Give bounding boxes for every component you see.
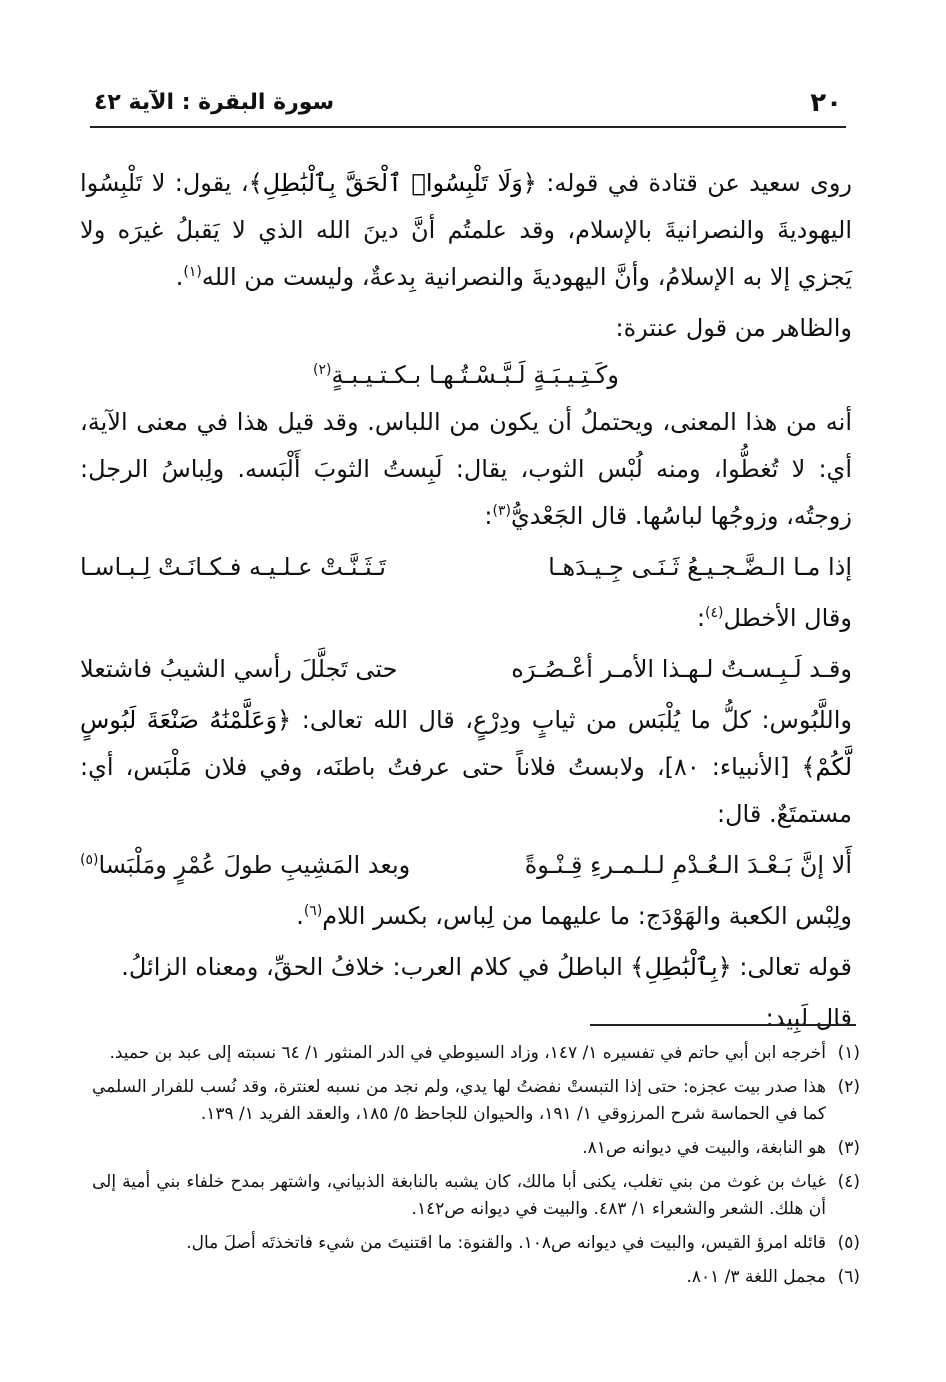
running-title: سورة البقرة : الآية ٤٢ (94, 90, 335, 115)
verse-akhtal (80, 646, 852, 693)
verse-first-hemistich: وقـد لَـبِـسـتُ لـهـذا الأمـر أعْـصُـرَه (511, 655, 852, 683)
paragraph-antara-intro: والظاهر من قول عنترة: (615, 314, 852, 342)
footnote-divider (590, 1024, 856, 1026)
footnote-number: (٤) (837, 1172, 860, 1192)
paragraph-labid: قال لَبِيد: (765, 1004, 852, 1032)
footnote (92, 1230, 860, 1257)
verse-second-hemistich: حتى تَجلَّلَ رأسي الشيبُ فاشتعلا (80, 655, 398, 683)
footnote (92, 1074, 860, 1128)
footnote (92, 1169, 860, 1223)
main-text (80, 160, 852, 1042)
footnote-number: (٢) (837, 1077, 860, 1097)
paragraph-batil: قوله تعالى: ﴿بِٱلْبَٰطِلِ﴾ الباطلُ في كلام العرب: خلافُ الحقِّ، ومعناه الزائلُ. (121, 953, 852, 981)
footnote-text: أخرجه ابن أبي حاتم في تفسيره ١/ ١٤٧، وزاد السيوطي في الدر المنثور ١/ ٦٤ نسبته إلى عبد بن حميد. (109, 1043, 826, 1063)
paragraph-libas: أنه من هذا المعنى، ويحتملُ أن يكون من اللباس. وقد قيل هذا في معنى الآية، أي: لا تُغطُّوا، ومنه لُبْس الثوب، يقال: لَبِستُ الثوبَ أَلْبَسه. ولِباسُ الرجل: زوجتُه، وزوجُها لباسُها. قال الجَعْديُّ$^{(٣)}$: (80, 408, 852, 530)
footnote-text: هذا صدر بيت عجزه: حتى إذا التبستْ نفضتُ لها يدي، ولم نجد من نسبه لعنترة، وقد نُسب للفرار السلمي كما في الحماسة شرح المرزوقي ١/ ١٩١، والحيوان للجاحظ ٥/ ١٨٥، والعقد الفريد ١/ ١٣٩. (92, 1077, 826, 1124)
footnotes (92, 1040, 860, 1298)
paragraph-labus: واللَّبُوس: كلُّ ما يُلْبَس من ثيابٍ ودِرْعٍ، قال الله تعالى: ﴿وَعَلَّمْنَٰهُ صَنْعَةَ لَبُوسٍ لَّكُمْ﴾ [الأنبياء: ٨٠]، ولابستُ فلاناً حتى عرفتُ باطنَه، وفي فلان مَلْبَس، أي: مستمتَعٌ. قال: (80, 706, 853, 828)
paragraph-kaaba: ولِبْس الكعبة والهَوْدَج: ما عليهما من لِباس، بكسر اللام$^{(٦)}$. (296, 902, 852, 930)
footnote-number: (١) (837, 1043, 860, 1063)
footnote-text: قائله امرؤ القيس، والبيت في ديوانه ص١٠٨. والقنوة: ما اقتنيتَ من شيء فاتخذتَه أصلَ مال. (186, 1233, 826, 1253)
page-header (90, 86, 846, 128)
verse-jadi (80, 544, 852, 591)
page-number: ٢٠ (810, 88, 842, 118)
footnote-ref: (٥) (80, 852, 99, 868)
verse-first-hemistich: إذا مـا الـضَّـجـيـعُ ثَـنَـى جِـيـدَهـا (548, 553, 852, 581)
footnote-number: (٦) (837, 1267, 860, 1287)
quran-quote: ﴿بِٱلْبَٰطِلِ﴾ (630, 953, 732, 981)
footnote-text: هو النابغة، والبيت في ديوانه ص٨١. (582, 1138, 826, 1158)
footnote-number: (٥) (837, 1233, 860, 1253)
paragraph-akhtal: وقال الأخطل$^{(٤)}$: (696, 604, 852, 632)
footnote (92, 1040, 860, 1067)
verse-second-hemistich: تَـثَـنَّـتْ عـلـيـه فـكـانَـتْ لِـبـاسـا (80, 553, 386, 581)
verse-first-hemistich: أَلا إنَّ بَـعْـدَ الـعُـدْمِ لـلـمـرءِ قِـنْـوةً (524, 851, 852, 879)
footnote-text: مجمل اللغة ٣/ ٨٠١. (686, 1267, 826, 1287)
footnote-ref: (٣) (492, 503, 511, 519)
quran-quote: ﴿وَلَا تَلْبِسُوا۟ ٱلْحَقَّ بِٱلْبَٰطِلِ﴾ (248, 169, 537, 197)
footnote (92, 1135, 860, 1162)
footnote-text: غياث بن غوث من بني تغلب، يكنى أبا مالك، كان يشبه بالنابغة الذبياني، واشتهر بمدح خلفاء بني أمية إلى أن هلك. الشعر والشعراء ١/ ٤٨٣. والبيت في ديوانه ص١٤٢. (92, 1172, 826, 1219)
paragraph-qatada: روى سعيد عن قتادة في قوله: ﴿وَلَا تَلْبِسُوا۟ ٱلْحَقَّ بِٱلْبَٰطِلِ﴾، يقول: لا تَلْبِسُوا اليهوديةَ والنصرانيةَ بالإسلام، وقد علمتُم أنَّ دينَ الله الذي لا يَقبلُ غيرَه ولا يَجزي إلا به الإسلامُ، وأنَّ اليهوديةَ والنصرانية بِدعةٌ، وليست من الله$^{(١)}$. (80, 169, 853, 291)
verse-antara: وكَـتِـيـبَـةٍ لَـبَّـسْـتُـهـا بـكـتـيـبـةٍ$^{(٢)}$ (313, 361, 619, 389)
footnote-ref: (١) (183, 264, 202, 280)
footnote-number: (٣) (837, 1138, 860, 1158)
footnote (92, 1264, 860, 1291)
footnote-ref: (٤) (705, 605, 724, 621)
footnote-ref: (٢) (313, 362, 332, 378)
footnote-ref: (٦) (303, 903, 323, 919)
verse-second-hemistich: وبعد المَشِيبِ طولَ عُمْرٍ ومَلْبَسا$^{(٥)}$ (80, 851, 411, 879)
verse-imru-alqays (80, 842, 852, 889)
quran-quote: ﴿وَعَلَّمْنَٰهُ صَنْعَةَ لَبُوسٍ لَّكُمْ﴾ (80, 706, 853, 781)
